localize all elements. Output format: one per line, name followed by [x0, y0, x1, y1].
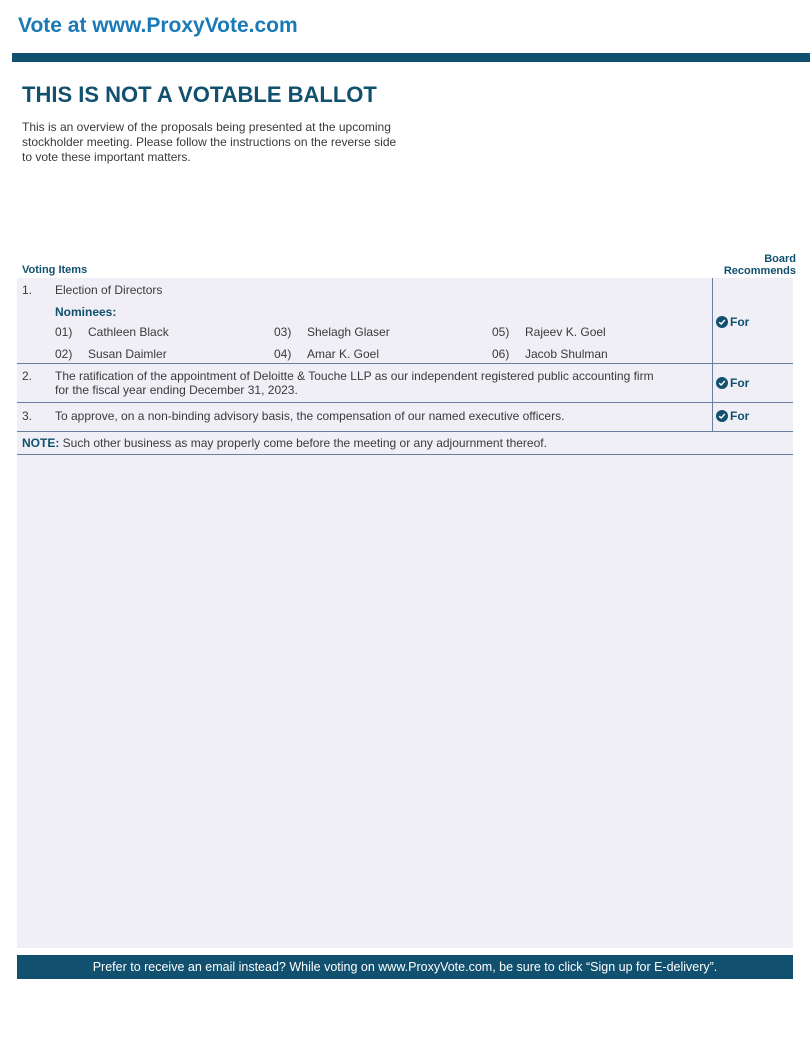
edelivery-text: Prefer to receive an email instead? While voting on www.ProxyVote.com, be sure to click “Sign up for E-delivery”.	[92, 960, 718, 974]
voting-items-header: Voting Items	[22, 264, 88, 276]
row-divider	[17, 454, 793, 455]
item-text: To approve, on a non-binding advisory basis, the compensation of our named executive officers.	[55, 409, 565, 423]
note-label: NOTE:	[22, 436, 60, 450]
board-recommends-header	[716, 253, 796, 277]
nominees-label: Nominees:	[55, 305, 117, 319]
item-text: The ratification of the appointment of Deloitte & Touche LLP as our independent registered public accounting firm	[55, 369, 654, 383]
note	[22, 436, 547, 450]
recommendation-for	[716, 315, 749, 329]
check-circle-icon	[716, 377, 728, 389]
nominee-number: 03)	[274, 325, 292, 339]
row-divider	[17, 363, 793, 364]
recommendation-label: For	[730, 376, 750, 390]
recommendation-for	[716, 409, 749, 423]
recommendation-column-divider	[712, 278, 713, 431]
row-divider	[17, 402, 793, 403]
item-number: 3.	[22, 409, 33, 423]
nominee-name: Cathleen Black	[88, 325, 169, 339]
note-text: Such other business as may properly come before the meeting or any adjournment thereof.	[59, 436, 547, 450]
nominee-name: Shelagh Glaser	[307, 325, 390, 339]
nominee-name: Amar K. Goel	[307, 347, 380, 361]
item-text: Election of Directors	[55, 283, 163, 297]
nominee-number: 02)	[55, 347, 73, 361]
nominee-name: Susan Daimler	[88, 347, 167, 361]
nominee-name: Rajeev K. Goel	[525, 325, 606, 339]
proxyvote-link[interactable]: Vote at www.ProxyVote.com	[18, 14, 298, 37]
check-circle-icon	[716, 316, 728, 328]
nominee-number: 06)	[492, 347, 510, 361]
item-number: 1.	[22, 283, 33, 297]
nominee-name: Jacob Shulman	[525, 347, 608, 361]
ballot-title: THIS IS NOT A VOTABLE BALLOT	[22, 82, 377, 107]
nominee-number: 05)	[492, 325, 510, 339]
board-header-line1: Board	[764, 253, 796, 265]
item-text: for the fiscal year ending December 31, 2023.	[55, 383, 298, 397]
recommendation-label: For	[730, 315, 750, 329]
check-circle-icon	[716, 410, 728, 422]
intro-text: This is an overview of the proposals being presented at the upcoming stockholder meeting. Please follow the instructions on the reverse side to vote these important matters.	[22, 120, 397, 164]
board-header-line2: Recommends	[723, 265, 796, 277]
row-divider	[17, 431, 793, 432]
item-number: 2.	[22, 369, 33, 383]
edelivery-banner	[17, 955, 793, 979]
header-rule	[12, 53, 810, 62]
recommendation-for	[716, 376, 749, 390]
recommendation-label: For	[730, 409, 750, 423]
nominee-number: 01)	[55, 325, 73, 339]
nominee-number: 04)	[274, 347, 292, 361]
